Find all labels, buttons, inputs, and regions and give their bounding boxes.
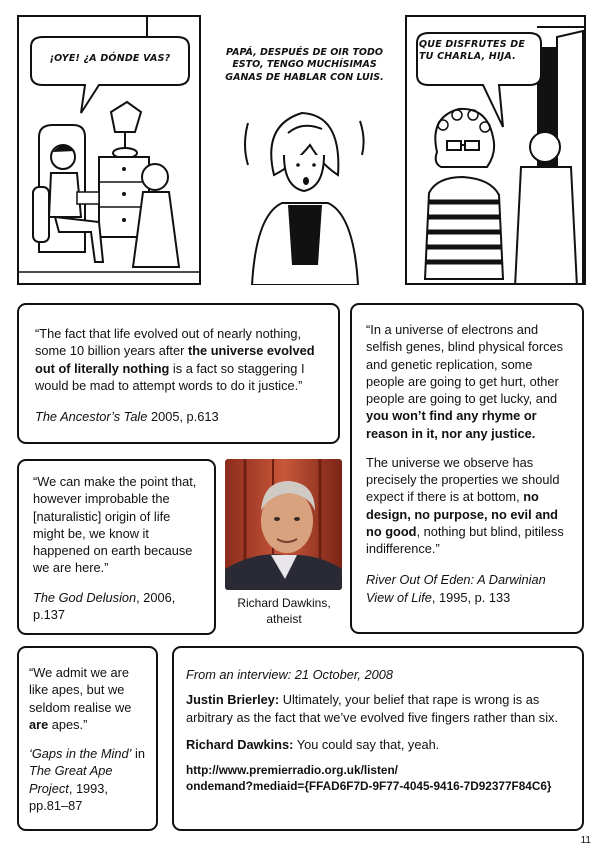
panel-caption-2: PAPÁ, DESPUÉS DE OIR TODO ESTO, TENGO MUCHÍSIMAS GANAS DE HABLAR CON LUIS.	[225, 47, 384, 83]
dawkins-portrait-image	[225, 459, 342, 590]
quote-ancestors-tale-source: The Ancestor’s Tale 2005, p.613	[35, 409, 219, 425]
interview-heading: From an interview: 21 October, 2008	[186, 667, 393, 682]
quote-great-ape-project	[17, 646, 158, 831]
speech-bubble-1: ¡OYE! ¿A DÓNDE VAS?	[49, 53, 171, 64]
speech-bubble-3: QUE DISFRUTES DE TU CHARLA, HIJA.	[419, 39, 526, 62]
quote-ancestors-tale	[17, 303, 340, 444]
comic-panel-3	[405, 15, 586, 285]
interview-box	[172, 646, 584, 831]
interview-line-brierley: Justin Brierley: Ultimately, your belief that rape is wrong is as arbitrary as the fact that we’ve evolved five fingers rather than six.	[186, 692, 558, 725]
quote-god-delusion	[17, 459, 216, 635]
quote-river-out-of-eden	[350, 303, 584, 634]
page-number: 11	[580, 835, 591, 846]
quote-god-delusion-source: The God Delusion, 2006, p.137	[33, 589, 176, 622]
interview-line-dawkins: Richard Dawkins: You could say that, yeah.	[186, 736, 440, 752]
photo-caption-name: Richard Dawkins,	[237, 596, 331, 610]
photo-caption	[222, 596, 346, 627]
quote-great-ape-source: ‘Gaps in the Mind’ in The Great Ape Project, 1993, pp.81–87	[29, 746, 145, 813]
quote-river-para1: “In a universe of electrons and selfish genes, blind physical forces and genetic replication, some people are going to get hurt, other people are going to get lucky, and you won’t find any rhyme or reason in it, nor any justice.	[366, 322, 564, 441]
quote-ancestors-tale-text: “The fact that life evolved out of nearly nothing, some 10 billion years after the universe evolved out of literally nothing is a fact so staggering I would be mad to attempt words to do it justice.”	[35, 326, 315, 393]
quote-great-ape-text: “We admit we are like apes, but we seldom realise we are apes.”	[29, 665, 132, 732]
comic-panel-2	[212, 15, 395, 285]
quote-river-para2: The universe we observe has precisely the properties we should expect if there is at bottom, no design, no purpose, no evil and no good, nothing but blind, pitiless indifference.”	[366, 454, 564, 557]
dawkins-photo	[225, 459, 342, 590]
quote-river-source: River Out Of Eden: A Darwinian View of Life, 1995, p. 133	[366, 572, 546, 605]
interview-url[interactable]: http://www.premierradio.org.uk/listen/ ondemand?mediaid={FFAD6F7D-9F77-4045-9416-7D92377F84C6}	[186, 763, 552, 793]
photo-caption-role: atheist	[266, 611, 302, 626]
quote-god-delusion-text: “We can make the point that, however improbable the [naturalistic] origin of life might be, we know it happened on earth because we are here.”	[33, 474, 197, 576]
comic-panel-1	[17, 15, 201, 285]
